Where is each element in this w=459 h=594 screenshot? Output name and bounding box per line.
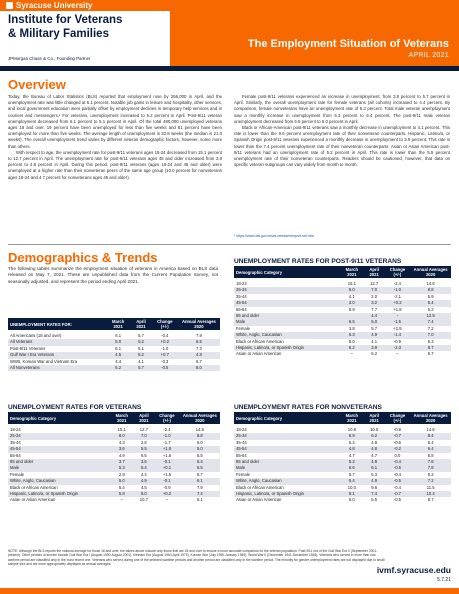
april-value: 7.0 — [364, 287, 385, 293]
change-value: -1.4 — [385, 332, 411, 338]
column-header: Change (+/-) — [152, 318, 178, 330]
march-value: 10.8 — [347, 427, 356, 432]
column-header: April 2021 — [134, 412, 155, 424]
march-value: 15.1 — [117, 427, 126, 432]
column-header: Change (+/-) — [385, 266, 411, 278]
april-value: 2.0 — [371, 293, 378, 299]
column-header: UNEMPLOYMENT RATES FOR: — [8, 318, 106, 330]
annual-average-value: 5.2 — [427, 306, 434, 312]
march-value: 6.1 — [115, 345, 122, 351]
annual-average-value: 7.9 — [196, 484, 203, 490]
post911-table-body — [234, 278, 451, 358]
annual-average-value: 6.7 — [427, 351, 434, 357]
annual-average-value: 6.5 — [196, 452, 203, 458]
annual-average-value: 8.7 — [410, 345, 451, 351]
april-value: 4.9 — [134, 478, 155, 484]
change-value: -2.1 — [393, 293, 402, 299]
march-value: 5.0 — [348, 338, 355, 344]
march-value: 5.4 — [118, 484, 125, 490]
change-value: - — [385, 313, 411, 319]
veterans-table-title: UNEMPLOYMENT RATES FOR VETERANS — [8, 404, 142, 411]
category-cell: 65 and older — [8, 459, 110, 465]
annual-average-value: 6.7 — [196, 471, 203, 477]
annual-average-value: 5.9 — [427, 293, 434, 299]
table-header-row — [234, 266, 451, 278]
syracuse-block-s-icon — [6, 2, 13, 9]
category-cell: White, Anglo, Caucasian — [234, 478, 340, 484]
category-cell: 35-44 — [236, 293, 247, 299]
change-value: -0.4 — [385, 459, 411, 465]
march-value: 5.9 — [348, 306, 355, 312]
april-value: 4.9 — [364, 332, 385, 338]
column-header: Demographic Category — [8, 412, 110, 424]
report-title: The Employment Situation of Veterans — [247, 38, 449, 50]
annual-average-value: 7.6 — [410, 459, 451, 465]
change-value: -0.1 — [154, 459, 179, 465]
category-cell: All Nonveterans — [8, 365, 106, 371]
change-value: -2.4 — [163, 427, 171, 432]
annual-average-value: 7.0 — [410, 332, 451, 338]
april-value: 4.4 — [140, 471, 147, 477]
annual-average-value: 8.8 — [180, 433, 220, 439]
annual-average-value: 14.6 — [195, 427, 204, 432]
category-cell: Female — [10, 471, 24, 477]
annual-average-value: 8.0 — [178, 365, 220, 371]
annual-average-value: 4.8 — [178, 352, 220, 358]
overview-left-column — [8, 94, 222, 181]
annual-average-value: 6.5 — [178, 339, 220, 345]
column-header: Annual Averages 2020 — [410, 266, 451, 278]
april-value: 10.0 — [370, 427, 379, 432]
march-value: 5.4 — [340, 478, 364, 484]
april-value: 6.2 — [364, 433, 385, 439]
table-row — [234, 351, 451, 357]
title-banner — [170, 0, 459, 66]
march-value: 8.0 — [110, 433, 134, 439]
april-value: 5.2 — [130, 352, 151, 358]
category-cell: All Americans (18 and over) — [10, 333, 62, 338]
category-cell: 35-44 — [10, 439, 21, 445]
overview-paragraph: Black or African-American post-9/11 veterans saw a monthly decrease in unemployment to 4.1 percent. This rate is lower than the 9.6 percent unemployment rate of their nonveteran counterparts. Hispanic, Latino/a, or Spanish Origin post-9/11 veterans experienced a monthly decrease in unemployment to 3.9 percent. This rate is lower than the 7.4 percent unemployment rate of their nonveteran counterparts. Asian or Asian American post-9/11 veterans had an unemployment rate of 5.2 percent in April. This rate is lower than the 5.5 percent unemployment rate of their nonveteran counterparts. Readers should be cautioned, however, that data on specific veteran subgroups can vary widely from month to month. — [234, 125, 450, 168]
april-value: 12.7 — [139, 427, 148, 432]
change-value: +1.8 — [393, 306, 402, 312]
change-value: – — [165, 497, 169, 503]
change-value: -2.3 — [385, 345, 411, 351]
april-value: 4.7 — [371, 452, 378, 458]
april-value: 5.3 — [371, 471, 378, 477]
veterans-table — [8, 412, 220, 504]
annual-average-value: 7.4 — [180, 491, 220, 497]
april-value: 4.6 — [364, 446, 385, 452]
summary-table-body — [8, 330, 220, 371]
change-value: -1.7 — [163, 439, 171, 445]
section-divider — [8, 244, 451, 245]
march-value: – — [120, 497, 123, 503]
category-cell: 65 and older — [234, 459, 340, 465]
annual-average-value: 5.0 — [180, 446, 220, 452]
march-value: 4.5 — [106, 352, 130, 358]
change-value: -1.0 — [385, 287, 411, 293]
change-value: -0.7 — [385, 491, 411, 497]
april-value: 3.2 — [364, 300, 385, 306]
april-value: 4.5 — [140, 484, 147, 490]
column-header: April 2021 — [364, 412, 385, 424]
table-header-row — [234, 412, 451, 424]
annual-average-value: 6.3 — [427, 338, 434, 344]
april-value: 5.2 — [371, 351, 378, 357]
annual-average-value: 7.9 — [196, 333, 202, 338]
annual-average-value: 5.1 — [196, 497, 203, 503]
category-cell: 55-64 — [10, 452, 21, 458]
founding-partner: JPMorgan Chase & Co., Founding Partner — [8, 56, 91, 61]
annual-average-value: 14.6 — [426, 427, 435, 432]
column-header: Change (+/-) — [154, 412, 179, 424]
annual-average-value: 8.7 — [427, 497, 434, 503]
change-value: +0.2 — [154, 491, 179, 497]
nonveterans-table-body — [234, 424, 451, 504]
march-value: 4.3 — [118, 439, 125, 445]
column-header: March 2021 — [340, 412, 364, 424]
change-value: +1.5 — [162, 471, 172, 477]
annual-average-value: 6.0 — [196, 439, 203, 445]
change-value: -0.3 — [161, 358, 169, 364]
march-value: 5.2 — [340, 459, 364, 465]
change-value: -0.5 — [393, 497, 402, 503]
annual-average-value: 6.4 — [427, 439, 434, 445]
category-cell: Hispanic, Latino/a, or Spanish Origin — [8, 491, 110, 497]
institute-name-line1: Institute for Veterans — [8, 14, 123, 26]
march-value: 15.1 — [347, 281, 356, 286]
march-value: 8.0 — [340, 287, 364, 293]
column-header: Demographic Category — [234, 266, 340, 278]
april-value: 4.1 — [138, 358, 144, 364]
annual-average-value: 14.6 — [426, 281, 435, 286]
column-header: Demographic Category — [234, 412, 340, 424]
demographics-heading: Demographics & Trends — [8, 250, 158, 265]
overview-paragraph: Today, the Bureau of Labor Statistics (BLS) reported that employment rose by 266,000 in April, and the unemployment rate was little changed at 6.1 percent. Notable job gains in leisure and hospitality, other services, and local government education were partially offset by employment declines in temporary help services and in couriers and messengers.¹ For veterans, unemployment increased to 5.2 percent in April. Post-9/11 veteran unemployment decreased from 6.1 percent to 5.1 percent in April. Of the total 480,000 unemployed veterans ages 18 and over, 19 percent have been unemployed for less than five weeks and 81 percent have been unemployed for more than five weeks. The average length of unemployment is 32.8 weeks (the median is 21.0 weeks). The overall unemployment trend varies by different veteran demographic factors, however, some more than others. — [8, 94, 222, 149]
annual-average-value: 7.2 — [427, 325, 434, 331]
annual-average-value: 5.4 — [410, 300, 451, 306]
annual-average-value: 8.4 — [410, 433, 451, 439]
footer-bar — [0, 588, 459, 594]
change-value: -1.0 — [154, 433, 179, 439]
category-cell: Female — [236, 325, 250, 331]
april-value: 4.8 — [371, 439, 378, 445]
april-value: 5.7 — [130, 365, 151, 371]
category-cell: All Veterans — [8, 339, 106, 345]
march-value: 6.2 — [340, 345, 364, 351]
footnote-link[interactable]: ¹ https://www.bls.gov/news.release/empsit.nr0.htm — [234, 234, 314, 238]
overview-heading: Overview — [8, 77, 66, 92]
university-name: Syracuse University — [16, 1, 93, 10]
category-cell: Male — [8, 465, 110, 471]
methodology-note: NOTE: Although the BLS reports the national average for those 16 and over, the tables above include only those that are 18 and over to ensure a more accurate comparison to the veteran population. Post-9/11 era of the Gulf War Era II (September 2001-present). Other periods of service include Gulf War Era I (August 1990-August 2001), Vietnam Era (August 1964-April 1975), Korean War (July 1950-January 1955), World War II (December 1941-December 1946). Veterans who served in more than one wartime period are classified only in the most recent one. Veterans who served during one of the selected wartime periods and another period are classified only in the wartime period. The minority for gender unemployment rates are not displayed due to small sample size and are more appropriately displayed as annual averages. — [8, 549, 385, 567]
category-cell: 18-24 — [236, 281, 247, 286]
april-value: 4.9 — [364, 478, 385, 484]
footer-website-link[interactable]: ivmf.syracuse.edu — [376, 565, 451, 575]
annual-average-value: 11.5 — [426, 484, 435, 490]
change-value: -1.5 — [385, 319, 411, 325]
annual-average-value: 6.8 — [427, 452, 434, 458]
category-cell: 45-54 — [8, 446, 110, 452]
change-value: +0.7 — [152, 352, 178, 358]
change-value: -2.4 — [393, 281, 402, 286]
nonveterans-table — [234, 412, 451, 504]
report-header — [0, 0, 459, 88]
annual-average-value: 7.3 — [196, 345, 202, 351]
column-header: March 2021 — [110, 412, 134, 424]
change-value: -1.0 — [161, 345, 169, 351]
category-cell: 55-64 — [236, 452, 247, 458]
table-row — [8, 497, 220, 503]
annual-average-value: 7.8 — [410, 465, 451, 471]
march-value: 6.6 — [340, 465, 364, 471]
category-cell: 45-54 — [234, 300, 340, 306]
march-value: 8.1 — [340, 491, 364, 497]
annual-average-value: 10.4 — [410, 491, 451, 497]
march-value: 5.4 — [348, 439, 355, 445]
change-value: -0.4 — [393, 471, 402, 477]
march-value: 6.0 — [348, 497, 355, 503]
march-value: 3.8 — [348, 325, 355, 331]
march-value: 6.2 — [106, 365, 130, 371]
column-header: April 2021 — [364, 266, 385, 278]
category-cell: 25-34 — [8, 433, 110, 439]
column-header: Change (+/-) — [385, 412, 411, 424]
category-cell: Hispanic, Latino/a, or Spanish Origin — [234, 345, 340, 351]
april-value: 5.2 — [130, 339, 151, 345]
april-value: 4.4 — [364, 313, 385, 319]
march-value: 4.1 — [348, 293, 355, 299]
march-value: – — [350, 351, 354, 357]
category-cell: 25-34 — [234, 287, 340, 293]
april-value: 7.4 — [364, 491, 385, 497]
annual-average-value: 8.8 — [410, 287, 451, 293]
category-cell: White, Anglo, Caucasian — [234, 332, 340, 338]
annual-average-value: 7.4 — [410, 319, 451, 325]
march-value: 5.8 — [110, 491, 134, 497]
march-value: 6.3 — [340, 332, 364, 338]
column-header: March 2021 — [340, 266, 364, 278]
annual-average-value: 12.5 — [410, 313, 451, 319]
change-value: -0.2 — [385, 446, 411, 452]
annual-average-value: 8.2 — [427, 471, 434, 477]
march-value: 6.1 — [115, 333, 122, 338]
overview-paragraph: With respect to age, the unemployment rate for post-9/11 veterans ages 18-24 decreased from 15.1 percent to 12.7 percent in April. The unemployment rate for post-9/11 veterans ages 45 and older increased from 3.9 percent to 4.8 percent in April. During this period, post-9/11 veterans (ages 18-24 and 45 and older) were unemployed at a higher rate than their nonveteran peers of the same age group (10.0 percent for nonveterans ages 18-24 and 4.7 percent for nonveterans ages 45 and older). — [8, 149, 222, 180]
annual-average-value: 6.7 — [196, 358, 202, 364]
april-value: 5.1 — [138, 345, 144, 351]
april-value: 5.7 — [138, 333, 144, 338]
header-divider — [0, 66, 459, 71]
april-value: 5.5 — [371, 497, 378, 503]
change-value: +1.9 — [154, 446, 179, 452]
april-value: 12.7 — [370, 281, 379, 286]
april-value: 3.6 — [134, 459, 155, 465]
march-value: 3.7 — [110, 459, 134, 465]
category-cell: Male — [234, 465, 340, 471]
change-value: -0.5 — [152, 365, 178, 371]
category-cell: 18-24 — [10, 427, 21, 432]
change-value: -0.6 — [393, 439, 402, 445]
column-header: Annual Averages 2020 — [178, 318, 220, 330]
change-value: +0.1 — [154, 465, 179, 471]
table-header-row — [8, 412, 220, 424]
report-date: APRIL 2021 — [408, 52, 449, 59]
overview-right-column — [234, 94, 450, 168]
change-value: -0.9 — [393, 338, 402, 344]
change-value: -0.7 — [385, 433, 411, 439]
footer-date-code: 5.7.21 — [437, 577, 451, 583]
institute-name — [8, 14, 122, 40]
column-header: April 2021 — [130, 318, 151, 330]
march-value: 4.7 — [348, 452, 355, 458]
institute-name-line2: & Military Families — [8, 28, 109, 40]
april-value: 10.7 — [139, 497, 148, 503]
category-cell: 18-24 — [236, 427, 247, 432]
change-value: -0.4 — [393, 484, 402, 490]
april-value: 4.8 — [364, 459, 385, 465]
april-value: 7.7 — [371, 306, 378, 312]
column-header: March 2021 — [106, 318, 130, 330]
annual-average-value: 7.2 — [410, 478, 451, 484]
april-value: 7.0 — [134, 433, 155, 439]
category-cell: Male — [234, 319, 340, 325]
change-value: +0.2 — [385, 300, 411, 306]
change-value: +1.6 — [162, 452, 172, 458]
change-value: 0.0 — [394, 452, 401, 458]
change-value: -0.5 — [385, 465, 411, 471]
category-cell: 45-54 — [234, 446, 340, 452]
table-header-row — [8, 318, 220, 330]
march-value: 3.6 — [110, 446, 134, 452]
category-cell: Female — [236, 471, 250, 477]
overview-paragraph: Female post-9/11 veterans experienced an increase in unemployment, from 3.8 percent to 5.7 percent in April. Similarly, the overall unemployment rate for female veterans (all cohorts) increased to 4.4 percent. By comparison, female nonveterans have an unemployment rate of 5.3 percent. Total male veteran unemployment saw a monthly increase in unemployment from 5.3 percent to 5.4 percent. The post-9/11 male veteran unemployment decreased from 6.5 percent to 5.0 percent in April. — [234, 94, 450, 124]
ivmf-logo — [0, 0, 170, 66]
nonveterans-table-title: UNEMPLOYMENT RATES FOR NONVETERANS — [234, 404, 382, 411]
veterans-table-body — [8, 424, 220, 504]
category-cell: 55-64 — [236, 306, 247, 312]
april-value: 2.6 — [140, 439, 147, 445]
march-value: 4.9 — [118, 452, 125, 458]
table-row — [234, 497, 451, 503]
category-cell: Asian or Asian American — [10, 497, 56, 503]
march-value: 5.7 — [348, 471, 355, 477]
april-value: 5.7 — [371, 325, 378, 331]
march-value: 3.0 — [340, 300, 364, 306]
march-value: 6.9 — [340, 433, 364, 439]
march-value: 5.3 — [110, 465, 134, 471]
april-value: 6.1 — [364, 465, 385, 471]
post911-table — [234, 266, 451, 358]
category-cell: Black or African American — [236, 338, 284, 344]
category-cell: WWII, Korean War and Vietnam Era — [10, 358, 78, 364]
category-cell: Asian or Asian American — [236, 351, 282, 357]
april-value: 6.0 — [134, 491, 155, 497]
column-header: Annual Averages 2020 — [180, 412, 220, 424]
april-value: 5.4 — [134, 465, 155, 471]
change-value: -0.1 — [154, 478, 179, 484]
category-cell: Asian or Asian American — [236, 497, 282, 503]
category-cell: 25-34 — [234, 433, 340, 439]
change-value: -0.5 — [385, 478, 411, 484]
april-value: 5.5 — [134, 446, 155, 452]
march-value: 10.0 — [347, 484, 356, 490]
category-cell: Black or African American — [236, 484, 284, 490]
march-value: 2.9 — [118, 471, 125, 477]
april-value: 4.1 — [371, 338, 378, 344]
march-value: 5.0 — [106, 339, 130, 345]
april-value: 6.5 — [140, 452, 147, 458]
annual-average-value: 6.4 — [410, 446, 451, 452]
change-value: -0.9 — [163, 484, 171, 490]
category-cell: Post-9/11 Veterans — [10, 345, 46, 351]
post911-table-title: UNEMPLOYMENT RATES FOR POST-9/11 VETERANS — [234, 258, 402, 265]
change-value: +0.2 — [152, 339, 178, 345]
category-cell: Hispanic, Latino/a, or Spanish Origin — [234, 491, 340, 497]
april-value: 9.6 — [371, 484, 378, 490]
category-cell: White, Anglo, Caucasian — [8, 478, 110, 484]
change-value: -0.8 — [393, 427, 402, 432]
march-value: 4.8 — [340, 446, 364, 452]
march-value: 5.0 — [110, 478, 134, 484]
table-row — [8, 365, 220, 371]
change-value: +1.9 — [393, 325, 402, 331]
annual-average-value: 6.1 — [180, 478, 220, 484]
march-value: 6.5 — [340, 319, 364, 325]
category-cell: 65 and older — [234, 313, 340, 319]
april-value: 5.0 — [364, 319, 385, 325]
syracuse-university-bar — [0, 0, 170, 11]
change-value: -0.4 — [161, 333, 169, 338]
category-cell: Gulf War I Era Veterans — [8, 352, 106, 358]
annual-average-value: 6.5 — [180, 465, 220, 471]
column-header: Annual Averages 2020 — [410, 412, 451, 424]
march-value: 4.4 — [115, 358, 122, 364]
annual-average-value: 6.4 — [180, 459, 220, 465]
summary-table — [8, 318, 220, 371]
april-value: 3.9 — [364, 345, 385, 351]
demographics-intro: The following tables summarize the employment situation of veterans in America based on BLS data released on May 7, 2021. These are unpublished data from the Current Population Survey, not seasonally adjusted, and represent the period ending April 2021. — [8, 266, 218, 284]
change-value: – — [396, 351, 399, 357]
category-cell: 35-44 — [236, 439, 247, 445]
category-cell: Black or African American — [10, 484, 58, 490]
